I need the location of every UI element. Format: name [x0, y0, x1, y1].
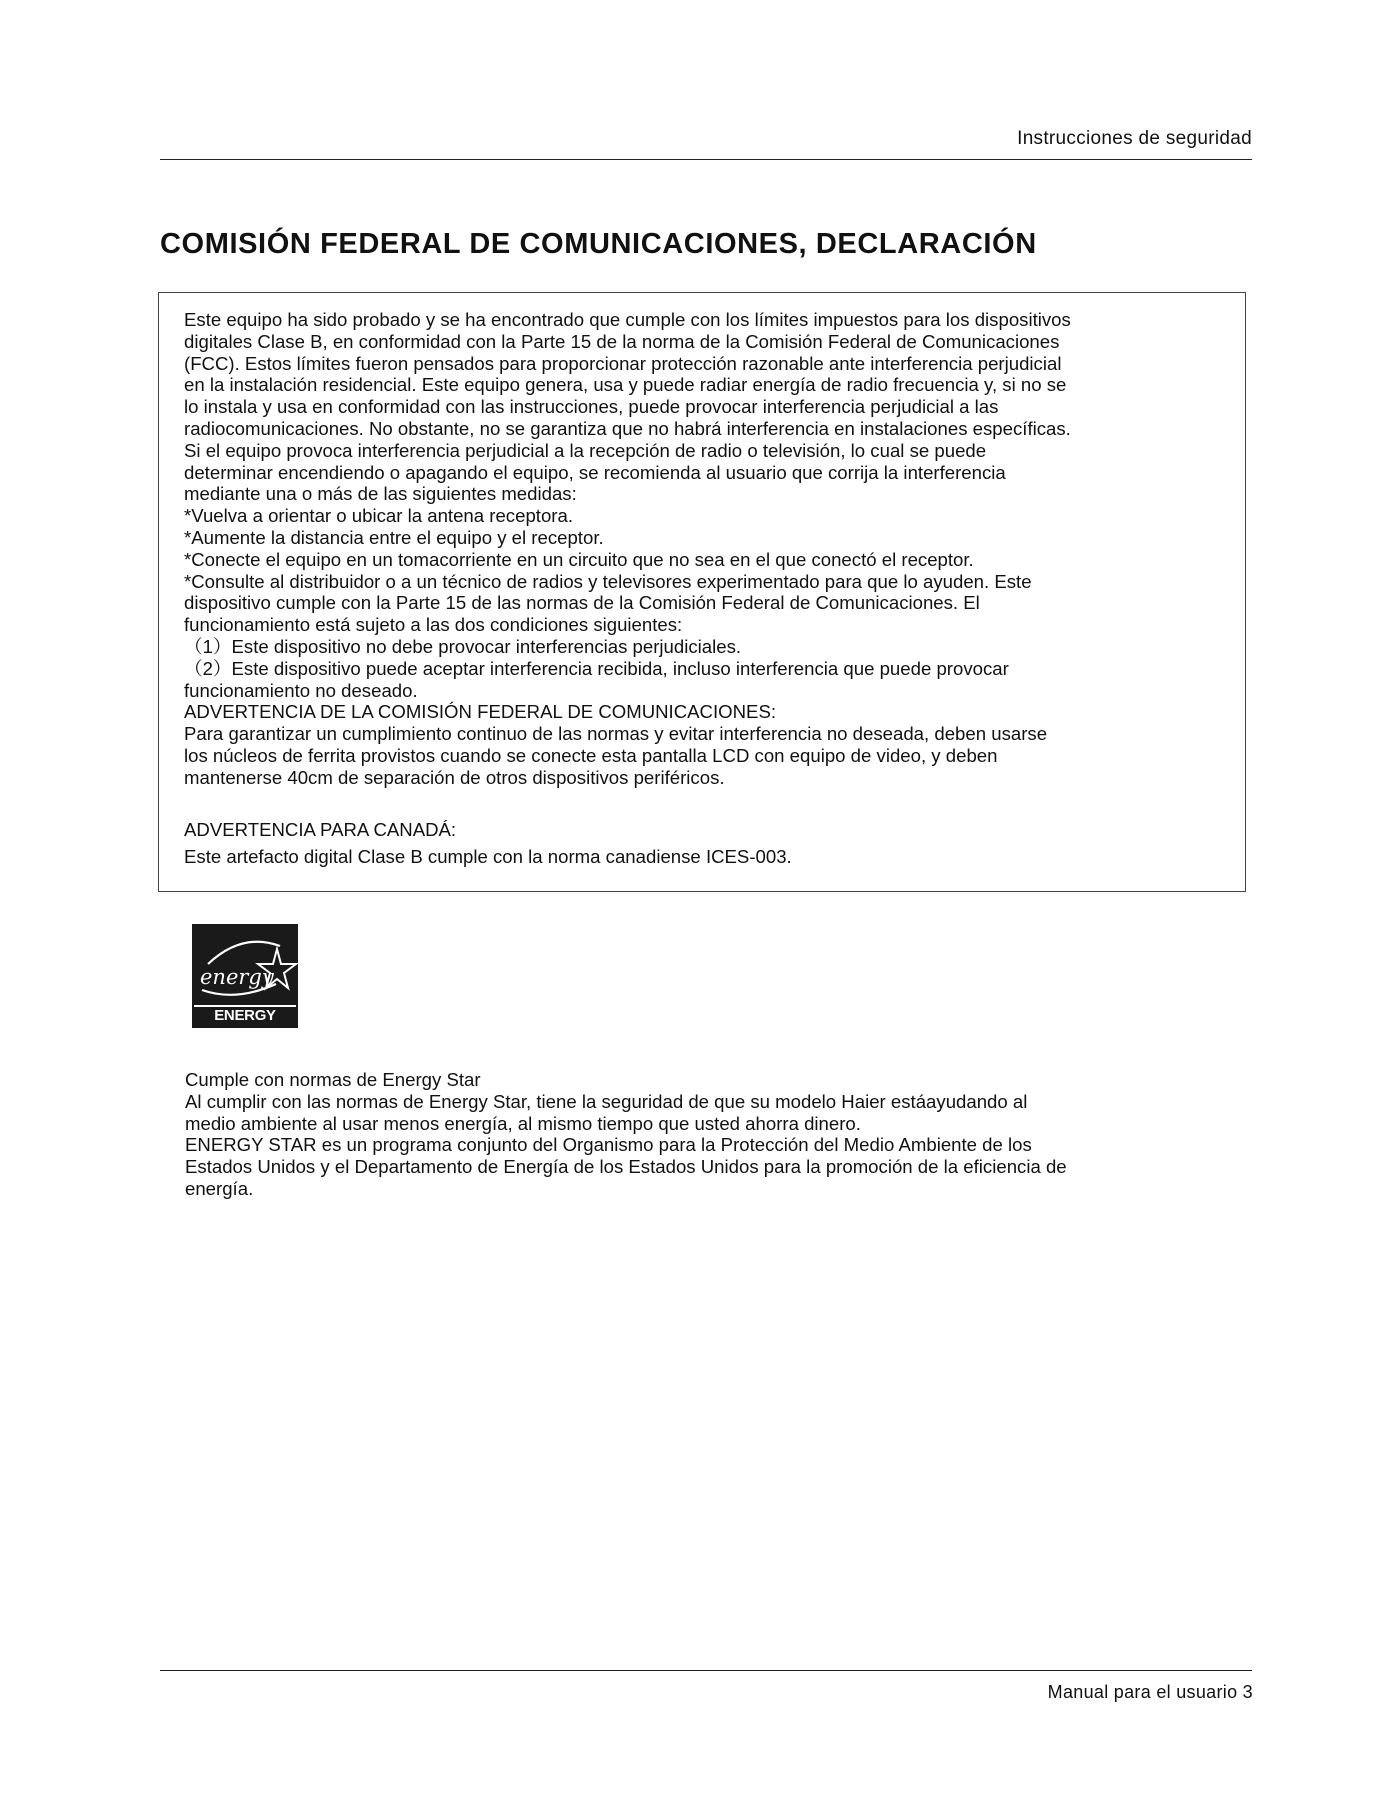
footer-rule [160, 1670, 1252, 1671]
energy-line: energía. [185, 1177, 254, 1199]
paragraph-gap [184, 789, 1223, 811]
fcc-line: en la instalación residencial. Este equipo genera, usa y puede radiar energía de radio frecuencia y, si no se [184, 374, 1067, 396]
energy-line: medio ambiente al usar menos energía, al mismo tiempo que usted ahorra dinero. [185, 1112, 861, 1134]
fcc-measure-item: *Vuelva a orientar o ubicar la antena receptora. [184, 505, 573, 527]
canada-warning-text: Este artefacto digital Clase B cumple con la norma canadiense ICES-003. [184, 846, 792, 868]
fcc-line: determinar encendiendo o apagando el equipo, se recomienda al usuario que corrija la interferencia [184, 461, 1006, 483]
fcc-statement-box [158, 292, 1246, 892]
fcc-measure-item: *Consulte al distribuidor o a un técnico de radios y televisores experimentado para que lo ayuden. Este [184, 570, 1032, 592]
energy-script-text: energy [200, 965, 274, 989]
energy-star-logo [192, 924, 298, 1042]
energy-star-mark-icon [192, 924, 298, 1006]
energy-star-band: ENERGY STAR [194, 1005, 296, 1025]
header-rule [160, 159, 1252, 160]
fcc-condition-item: （2）Este dispositivo puede aceptar interferencia recibida, incluso interferencia que puede provocar [184, 657, 1009, 679]
canada-warning-heading: ADVERTENCIA PARA CANADÁ: [184, 818, 457, 840]
energy-star-section [185, 1069, 1245, 1200]
fcc-line: Este equipo ha sido probado y se ha encontrado que cumple con los límites impuestos para los dispositivos [184, 309, 1071, 330]
fcc-line: Para garantizar un cumplimiento continuo de las normas y evitar interferencia no deseada, deben usarse [184, 723, 1048, 745]
fcc-line: funcionamiento está sujeto a las dos condiciones siguientes: [184, 614, 683, 636]
energy-heading: Cumple con normas de Energy Star [185, 1069, 481, 1090]
fcc-line: Si el equipo provoca interferencia perjudicial a la recepción de radio o televisión, lo cual se puede [184, 439, 987, 461]
fcc-warning-heading: ADVERTENCIA DE LA COMISIÓN FEDERAL DE COMUNICACIONES: [184, 701, 777, 723]
fcc-line: digitales Clase B, en conformidad con la Parte 15 de la norma de la Comisión Federal de Comunicaciones [184, 330, 1060, 352]
running-header: Instrucciones de seguridad [1017, 128, 1252, 149]
fcc-line: (FCC). Estos límites fueron pensados para proporcionar protección razonable ante interferencia perjudicial [184, 352, 1062, 374]
fcc-line: dispositivo cumple con la Parte 15 de las normas de la Comisión Federal de Comunicaciones. El [184, 592, 980, 614]
energy-line: ENERGY STAR es un programa conjunto del Organismo para la Protección del Medio Ambiente de los [185, 1134, 1032, 1156]
fcc-line: radiocomunicaciones. No obstante, no se garantiza que no habrá interferencia en instalaciones específicas. [184, 417, 1071, 439]
fcc-line: los núcleos de ferrita provistos cuando se conecte esta pantalla LCD con equipo de video, y deben [184, 744, 998, 766]
fcc-condition-item: （1）Este dispositivo no debe provocar interferencias perjudiciales. [184, 635, 742, 657]
fcc-measure-item: *Aumente la distancia entre el equipo y el receptor. [184, 526, 604, 548]
fcc-line: mediante una o más de las siguientes medidas: [184, 483, 577, 505]
energy-line: Al cumplir con las normas de Energy Star, tiene la seguridad de que su modelo Haier estáayudando al [185, 1090, 1028, 1112]
fcc-line: lo instala y usa en conformidad con las instrucciones, puede provocar interferencia perjudicial a las [184, 396, 999, 418]
fcc-line: mantenerse 40cm de separación de otros dispositivos periféricos. [184, 766, 725, 788]
energy-line: Estados Unidos y el Departamento de Energía de los Estados Unidos para la promoción de la eficiencia de [185, 1156, 1067, 1178]
page-title: COMISIÓN FEDERAL DE COMUNICACIONES, DECLARACIÓN [160, 228, 1037, 260]
page-footer: Manual para el usuario 3 [1047, 1682, 1253, 1702]
fcc-measure-item: *Conecte el equipo en un tomacorriente en un circuito que no sea en el que conectó el receptor. [184, 548, 974, 570]
fcc-line: funcionamiento no deseado. [184, 679, 418, 701]
